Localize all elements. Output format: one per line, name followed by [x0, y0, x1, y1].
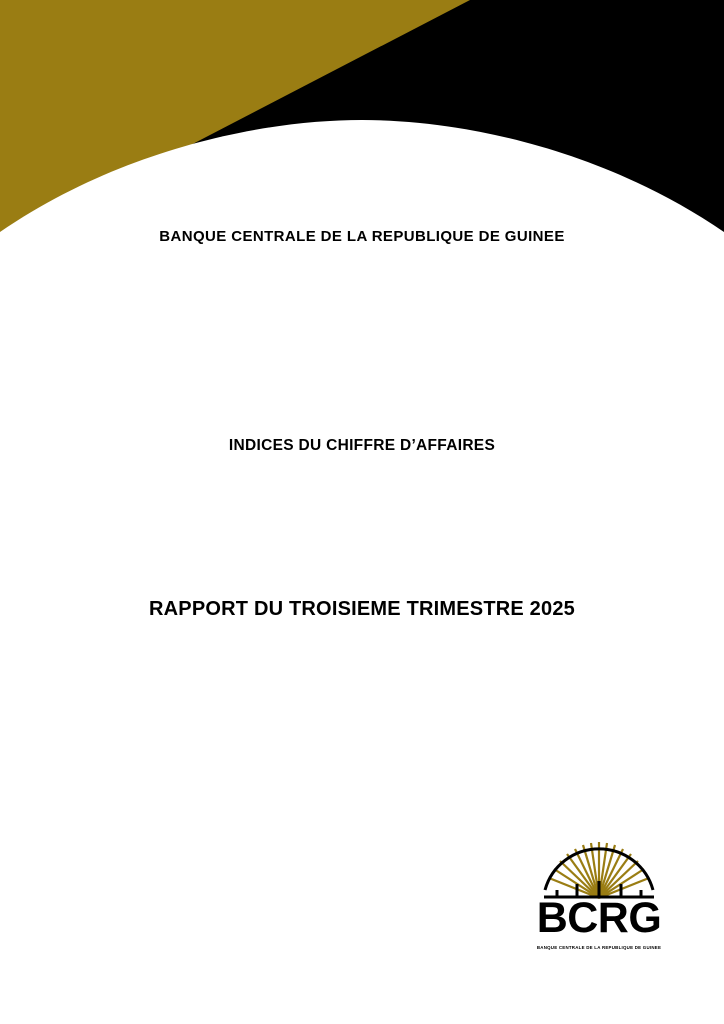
- decorative-diagonal-band-icon: [0, 0, 724, 244]
- report-title-heading: RAPPORT DU TROISIEME TRIMESTRE 2025: [149, 598, 575, 620]
- logo-tagline: BANQUE CENTRALE DE LA REPUBLIQUE DE GUINEE: [536, 945, 662, 950]
- bcrg-logo: [519, 840, 679, 965]
- decorative-header-band: [0, 0, 724, 244]
- report-subject-heading: INDICES DU CHIFFRE D’AFFAIRES: [228, 437, 496, 454]
- logo-wordmark: BCRG: [536, 894, 662, 942]
- bank-name-heading: BANQUE CENTRALE DE LA REPUBLIQUE DE GUINEE: [159, 228, 565, 245]
- bcrg-rays-icon: [541, 840, 657, 902]
